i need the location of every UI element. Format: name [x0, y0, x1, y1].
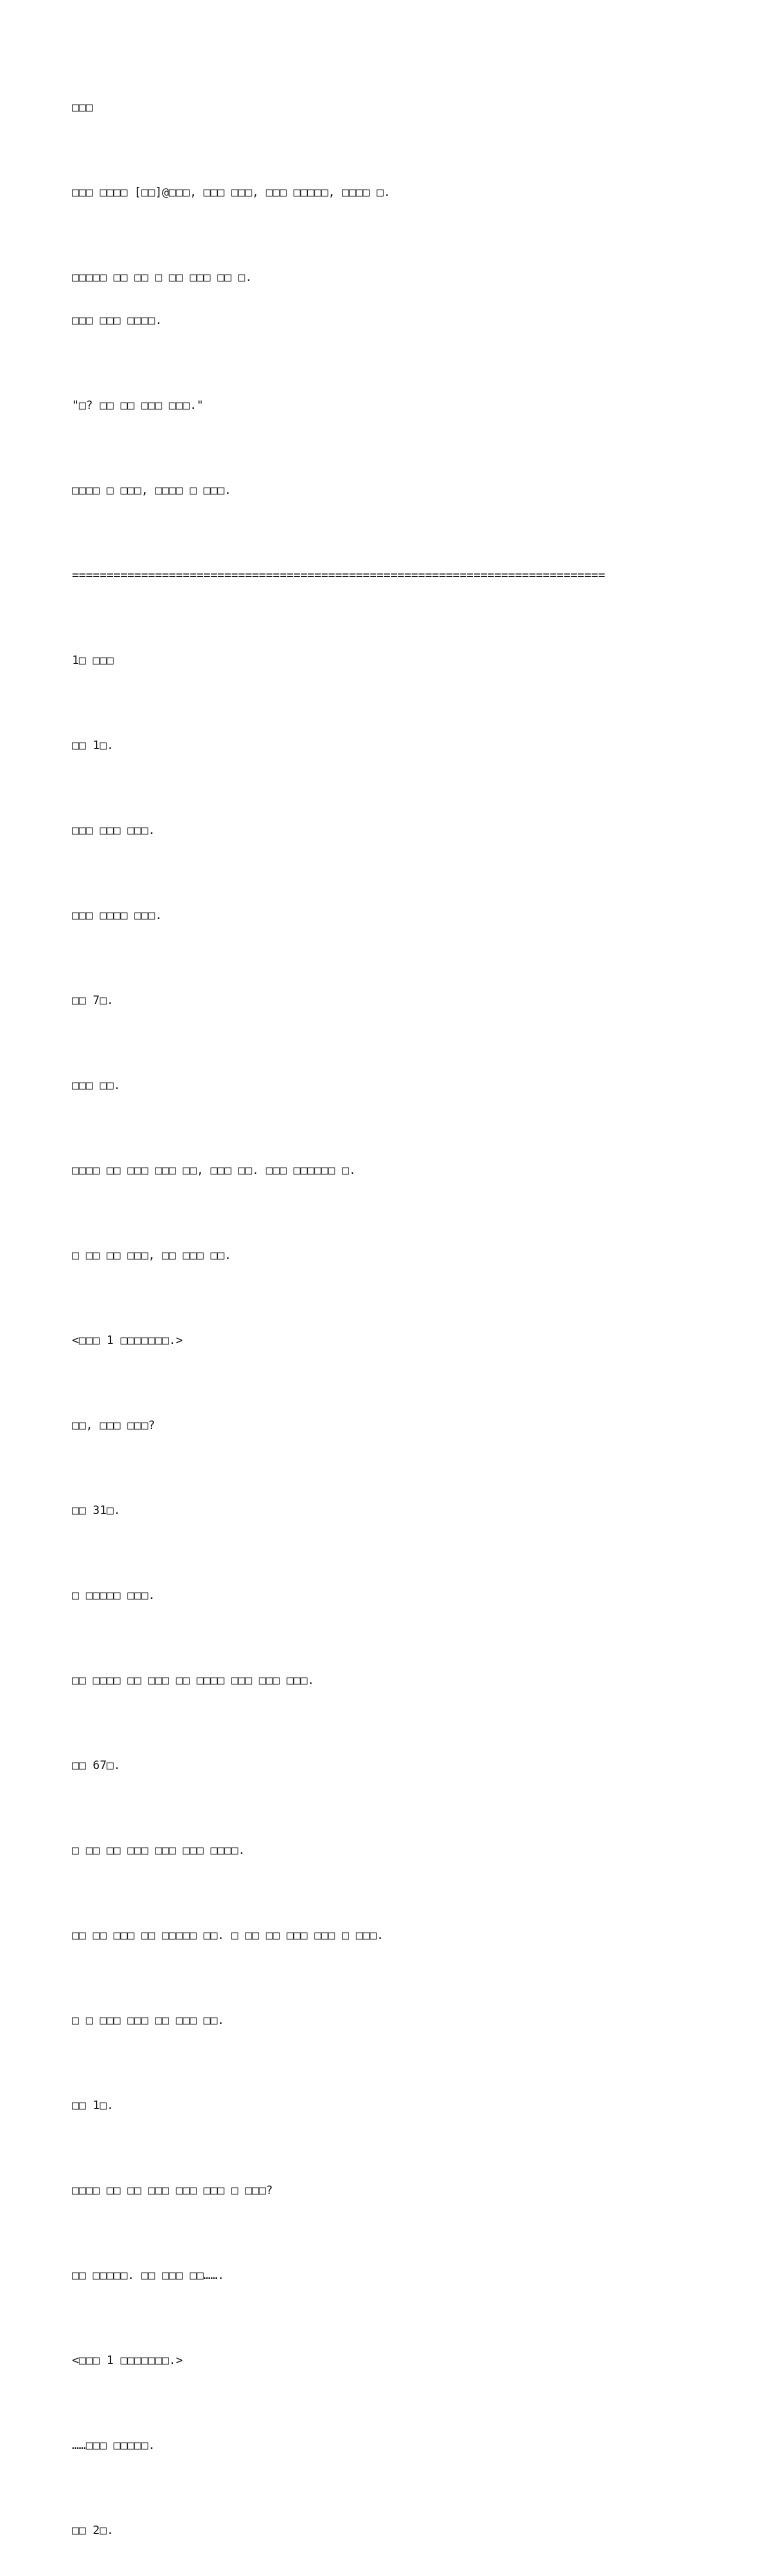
text-line: □□□□ □□ □□□ □□□ □□, □□□ □□. □□□ □□□□□□ □.: [72, 1163, 356, 1177]
chapter-heading: □□□: [72, 100, 93, 114]
text-line: □ □ □□□ □□□ □□ □□□ □□.: [72, 2013, 225, 2027]
system-message: <□□□ 1 □□□□□□□.>: [72, 1333, 183, 1347]
text-line: □□□□ □ □□□, □□□□ □ □□□.: [72, 483, 232, 497]
text-line: □□□ □□.: [72, 1078, 121, 1092]
separator-line: =============================================================================: [72, 568, 606, 582]
day-marker: □□ 1□.: [72, 738, 114, 752]
day-marker: □□ 7□.: [72, 993, 114, 1007]
text-line: □□ □□□□□. □□ □□□ □□…….: [72, 2268, 225, 2282]
day-marker: □□ 31□.: [72, 1503, 121, 1517]
day-marker: □□ 2□.: [72, 2523, 114, 2537]
text-line: □ □□ □□ □□□ □□□ □□□ □□□□.: [72, 1843, 246, 1857]
dialogue-line: "□? □□ □□ □□□ □□□.": [72, 398, 204, 412]
text-line: □□□□ □□ □□ □□□ □□□ □□□ □ □□□?: [72, 2183, 273, 2197]
text-line: □□□ □□□ □□□□.: [72, 313, 163, 327]
text-line: □□□ □□□ □□□.: [72, 823, 156, 837]
text-line: □□ □□□□ □□ □□□ □□ □□□□ □□□ □□□ □□□.: [72, 1673, 315, 1687]
text-line: □□□ □□□□ □□□.: [72, 908, 163, 922]
section-heading: 1□ □□□: [72, 653, 114, 667]
text-line: ……□□□ □□□□□.: [72, 2438, 156, 2452]
text-line: □□□ □□□□ [□□]@□□□, □□□ □□□, □□□ □□□□□, □□□□ □.: [72, 185, 391, 199]
text-line: □□, □□□ □□□?: [72, 1418, 156, 1432]
text-line: □ □□□□□ □□□.: [72, 1588, 156, 1602]
text-line: □□□□□ □□ □□ □ □□ □□□ □□ □.: [72, 270, 253, 284]
text-line: □□ □□ □□□ □□ □□□□□ □□. □ □□ □□ □□□ □□□ □ □□□.: [72, 1928, 384, 1942]
day-marker: □□ 67□.: [72, 1758, 121, 1772]
text-line: □ □□ □□ □□□, □□ □□□ □□.: [72, 1248, 232, 1262]
document-page: [72, 72, 692, 2552]
system-message: <□□□ 1 □□□□□□□.>: [72, 2353, 183, 2367]
day-marker: □□ 1□.: [72, 2098, 114, 2112]
